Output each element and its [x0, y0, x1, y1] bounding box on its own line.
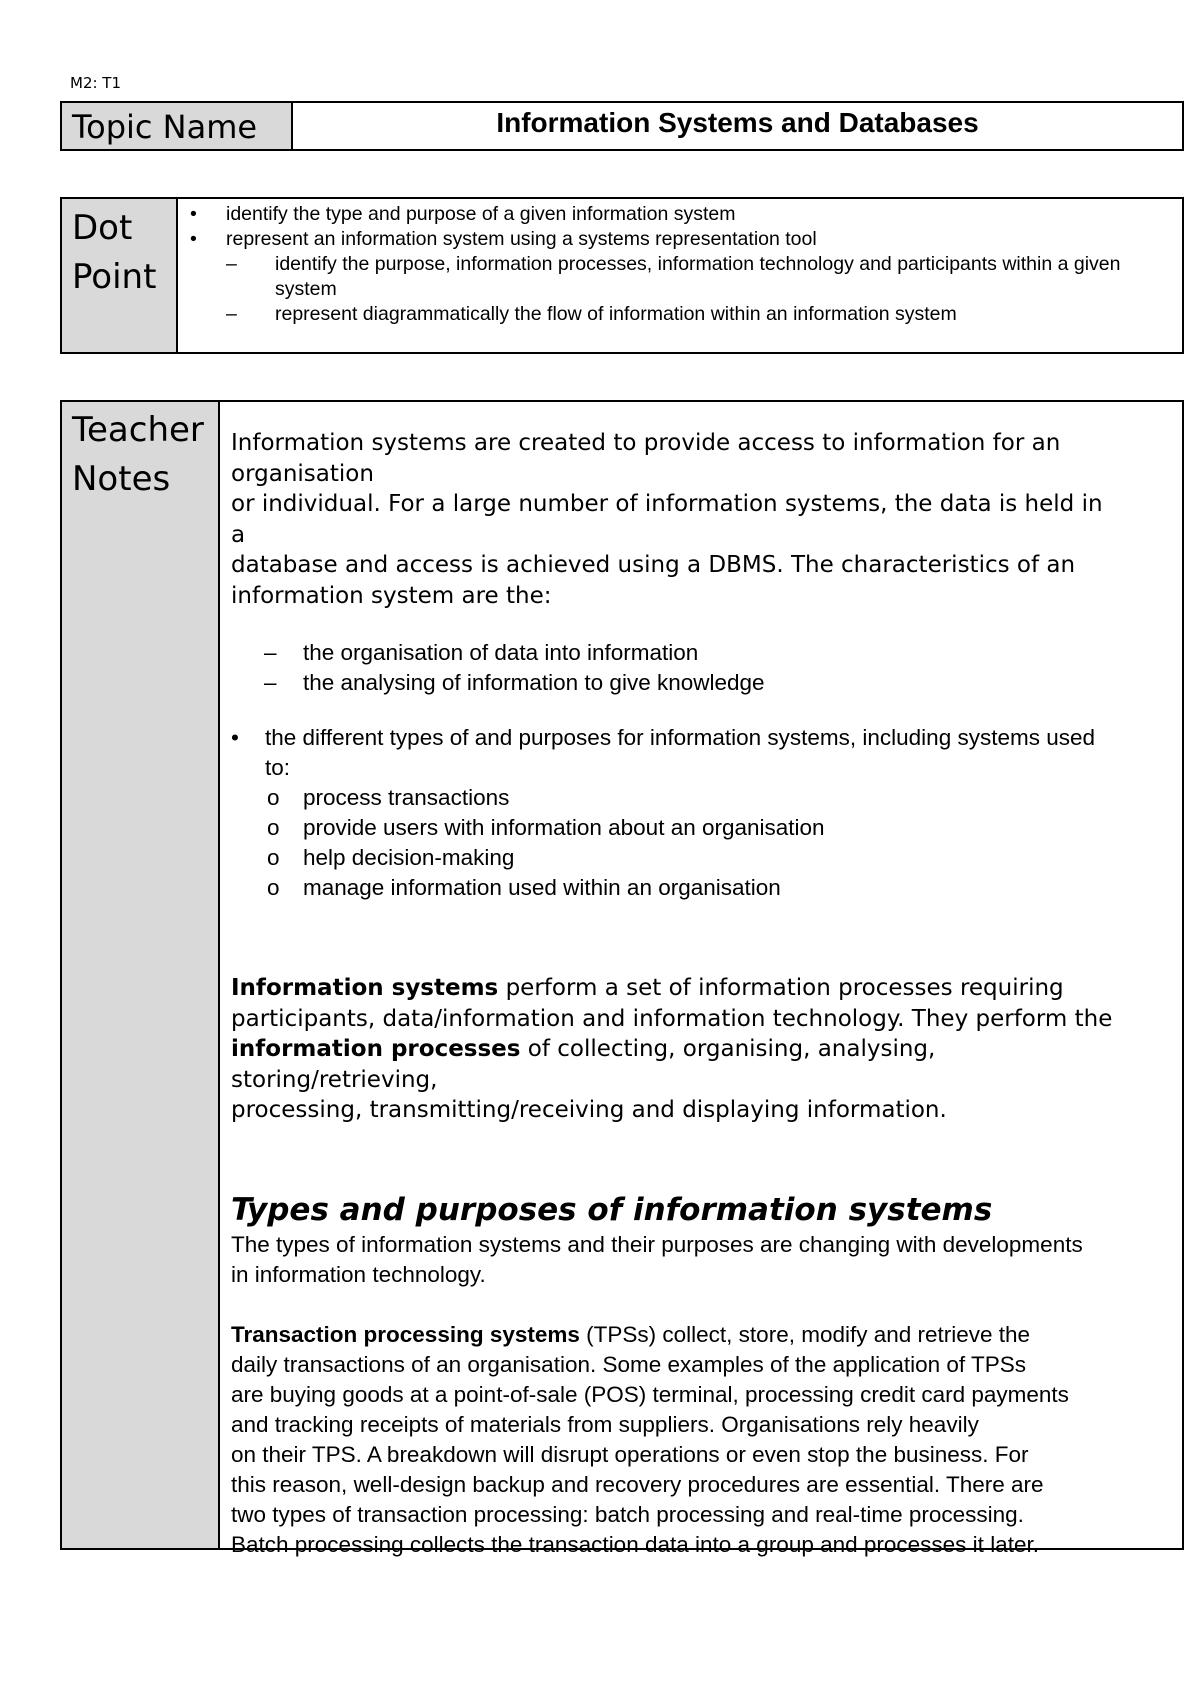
- text-span: perform a set of information processes requiring: [498, 975, 1064, 1001]
- teacher-notes-label-line: Teacher: [72, 410, 204, 450]
- bullet-marker: •: [231, 725, 239, 750]
- list-item: [190, 202, 1172, 227]
- text-line: information system are the:: [231, 582, 552, 609]
- list-item-text: provide users with information about an organisation: [303, 815, 825, 840]
- dot-point-label-line: Point: [72, 257, 157, 297]
- list-item: [231, 783, 1172, 813]
- tps-paragraph: [231, 1320, 1172, 1560]
- list-item-text: the different types of and purposes for information systems, including systems used: [265, 725, 1096, 750]
- topic-box: [60, 101, 1184, 151]
- text-line: participants, data/information and information technology. They perform the: [231, 1005, 1113, 1032]
- list-item: [231, 723, 1172, 753]
- intro-paragraph: [231, 428, 1172, 611]
- dot-point-label-line: Dot: [72, 208, 133, 248]
- teacher-notes-content: [220, 402, 1182, 1557]
- list-item-text: identify the purpose, information processes, information technology and participants within a given system: [275, 253, 1121, 300]
- list-item: [190, 227, 1172, 252]
- circle-marker: o: [267, 815, 280, 840]
- text-line: [231, 1034, 1172, 1065]
- text-line: and tracking receipts of materials from suppliers. Organisations rely heavily: [231, 1411, 979, 1437]
- text-line: organisation: [231, 460, 374, 487]
- dot-point-label: [62, 199, 178, 352]
- dot-point-box: [60, 197, 1184, 354]
- text-line: [231, 1320, 1172, 1350]
- text-line: or individual. For a large number of information systems, the data is held in: [231, 491, 1103, 517]
- text-line: to:: [265, 755, 291, 780]
- list-item-text: the analysing of information to give knowledge: [303, 670, 765, 695]
- dot-point-list: [178, 199, 1182, 352]
- list-item: [231, 873, 1172, 903]
- list-item: [231, 843, 1172, 873]
- bold-term: information processes: [231, 1036, 521, 1062]
- dash-marker: –: [264, 640, 277, 665]
- text-line: storing/retrieving,: [231, 1066, 438, 1093]
- text-line: [231, 973, 1172, 1004]
- dash-marker: –: [226, 253, 237, 275]
- text-line: processing, transmitting/receiving and displaying information.: [231, 1097, 947, 1123]
- text-line: database and access is achieved using a DBMS. The characteristics of an: [231, 552, 1076, 578]
- text-line: in information technology.: [231, 1261, 486, 1287]
- text-line: are buying goods at a point-of-sale (POS) terminal, processing credit card payments: [231, 1381, 1069, 1407]
- text-line: daily transactions of an organisation. Some examples of the application of TPSs: [231, 1351, 1027, 1377]
- types-bullet: [231, 723, 1172, 903]
- teacher-notes-label-line: Notes: [72, 459, 171, 499]
- list-item: [231, 638, 1172, 668]
- text-line: two types of transaction processing: batch processing and real-time processing.: [231, 1501, 1024, 1527]
- circle-marker: o: [267, 785, 280, 810]
- teacher-notes-box: [60, 400, 1184, 1557]
- list-item: [231, 668, 1172, 698]
- processes-paragraph: [231, 973, 1172, 1126]
- circle-marker: o: [267, 875, 280, 900]
- list-item-text: represent diagrammatically the flow of information within an information system: [275, 303, 957, 325]
- text-line: a: [231, 521, 246, 548]
- text-span: (TPSs) collect, store, modify and retrieve the: [579, 1321, 1031, 1347]
- section-heading: Types and purposes of information systems: [231, 1191, 993, 1228]
- topic-title: Information Systems and Databases: [496, 107, 979, 138]
- teacher-notes-label: [62, 402, 220, 1548]
- module-code: M2: T1: [70, 74, 122, 92]
- list-item-text: identify the type and purpose of a given information system: [226, 203, 736, 225]
- list-item-text: process transactions: [303, 785, 510, 810]
- topic-label: Topic Name: [62, 103, 293, 149]
- list-item-text: manage information used within an organisation: [303, 875, 781, 900]
- bold-term: Transaction processing systems: [231, 1321, 580, 1347]
- list-item: [231, 813, 1172, 843]
- bullet-marker: •: [190, 203, 197, 225]
- list-item: [190, 302, 1172, 327]
- list-item-text: represent an information system using a systems representation tool: [226, 228, 817, 250]
- text-line: The types of information systems and their purposes are changing with developments: [231, 1231, 1083, 1257]
- list-item: [190, 252, 1172, 302]
- text-line: on their TPS. A breakdown will disrupt operations or even stop the business. For: [231, 1441, 1029, 1467]
- text-line: Information systems are created to provide access to information for an: [231, 430, 1061, 456]
- bold-term: Information systems: [231, 975, 499, 1001]
- list-item-text: help decision-making: [303, 845, 515, 870]
- circle-marker: o: [267, 845, 280, 870]
- bullet-marker: •: [190, 228, 197, 250]
- characteristics-list: [231, 638, 1172, 698]
- text-line: Batch processing collects the transaction data into a group and processes it later.: [231, 1531, 1039, 1557]
- dash-marker: –: [264, 670, 277, 695]
- text-span: of collecting, organising, analysing,: [520, 1036, 936, 1062]
- list-item-text: the organisation of data into information: [303, 640, 699, 665]
- types-paragraph: [231, 1230, 1172, 1290]
- dash-marker: –: [226, 303, 237, 325]
- text-line: this reason, well-design backup and recovery procedures are essential. There are: [231, 1471, 1044, 1497]
